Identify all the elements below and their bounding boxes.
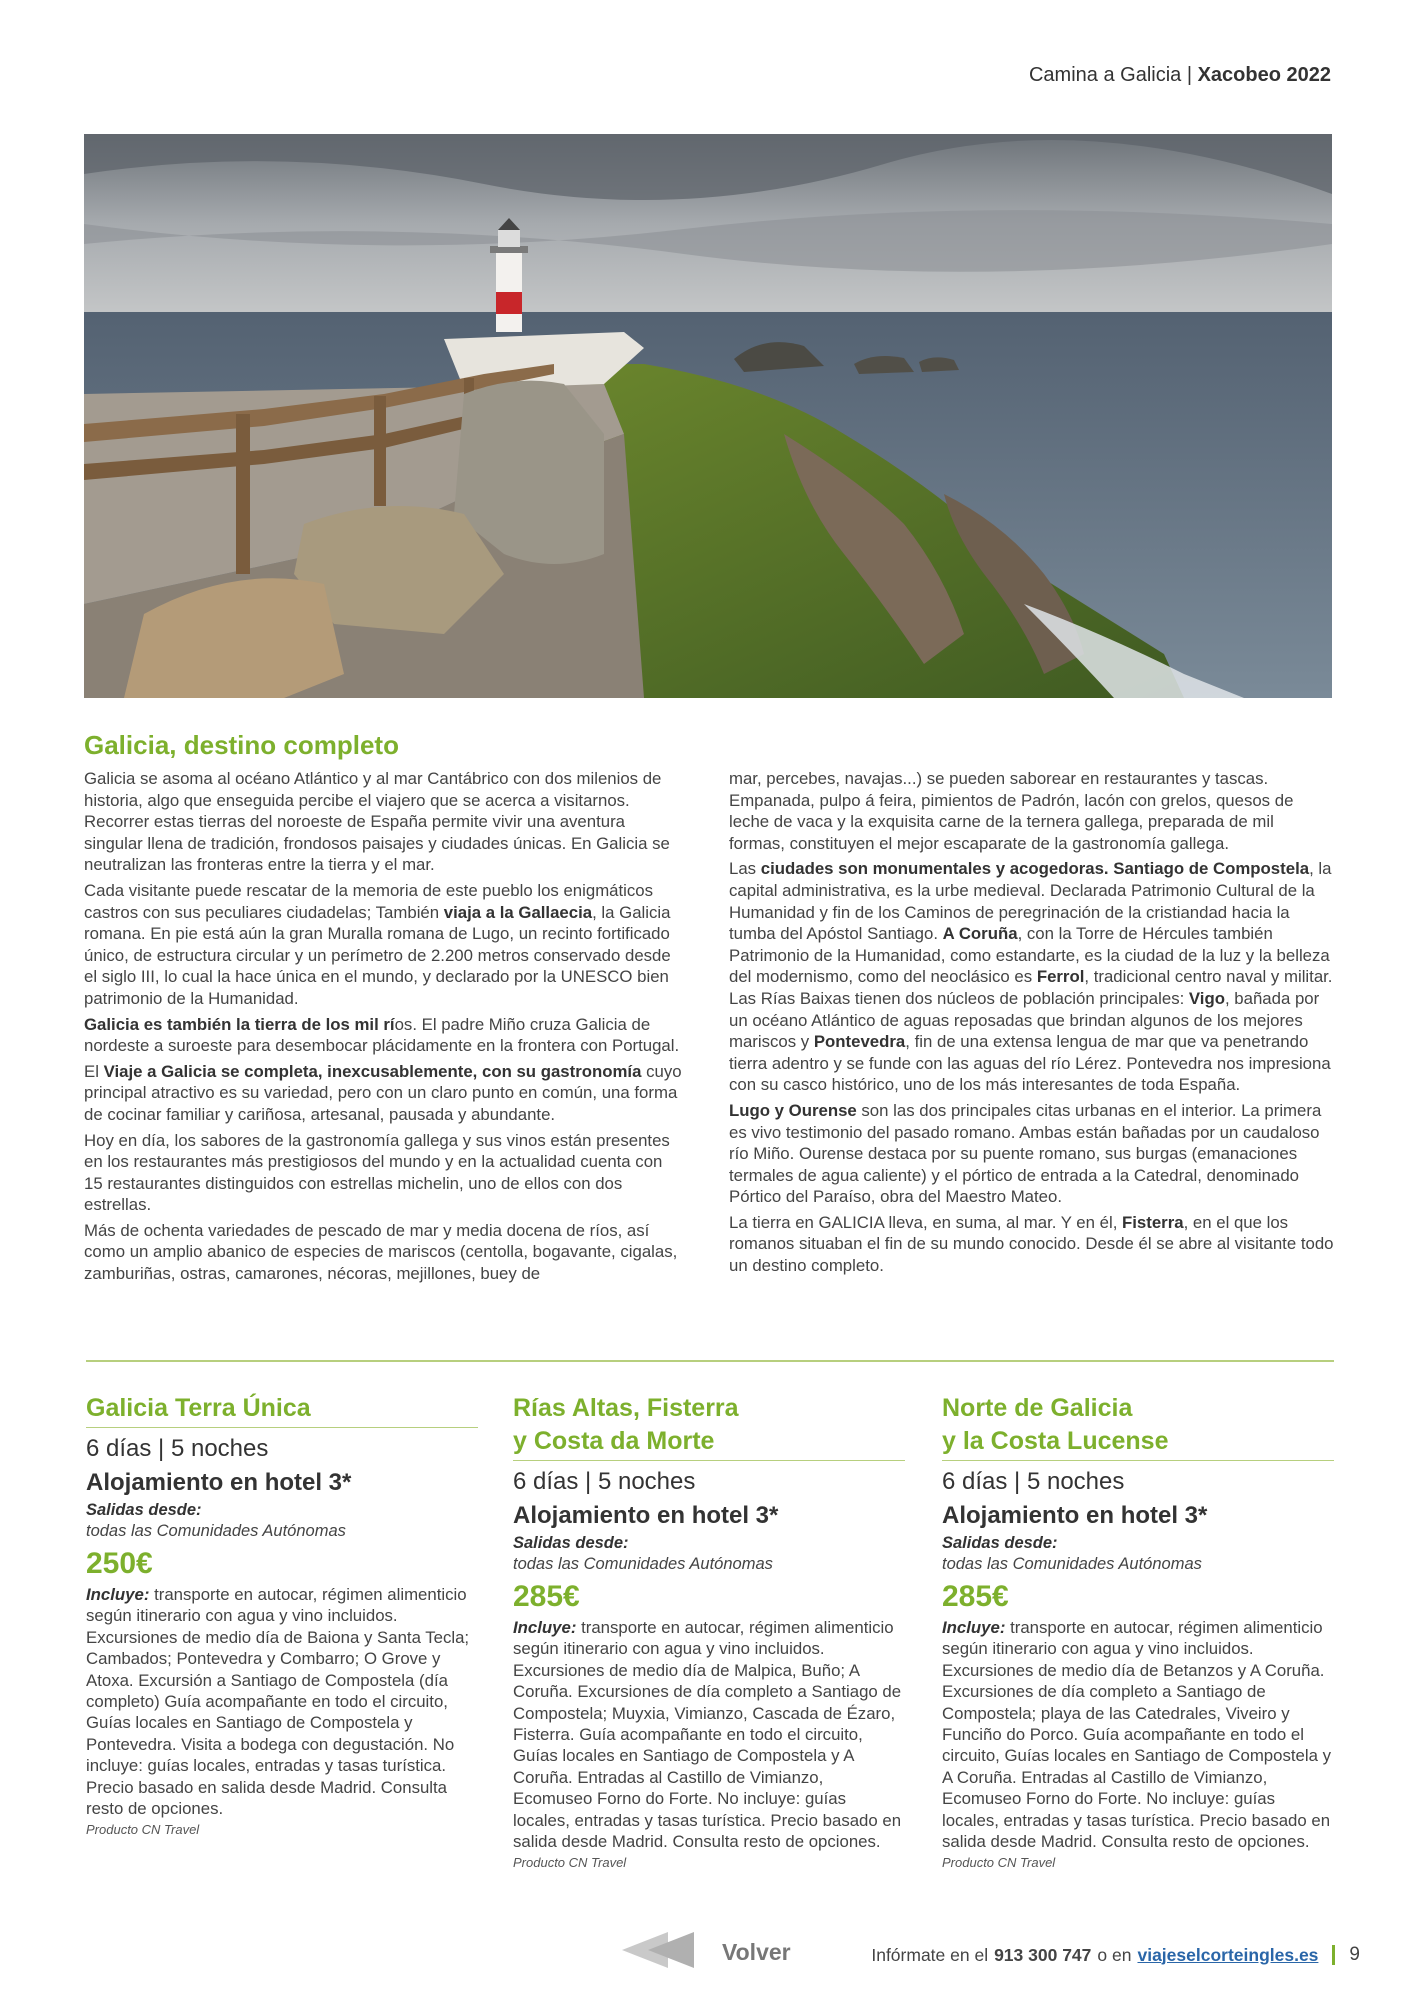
product-duration: 6 días | 5 noches (86, 1435, 269, 1462)
highlight-text: viaja a la Gallaecia (443, 902, 593, 922)
body-paragraph (84, 1130, 684, 1216)
text-column-left (84, 768, 684, 1289)
paragraph-text: Galicia se asoma al océano Atlántico y al mar Cantábrico con dos milenios de historia, algo que enseguida percibe el viajero que se acerca a visitarnos. Recorrer estas tierras del noroeste de España permite vivir una aventura singular llena de tradición, frondosos paisajes y ciudades únicas. En Galicia se neutralizan las fronteras entre la tierra y el mar. (84, 769, 670, 875)
footer-info-prefix: Infórmate en el (871, 1944, 989, 1965)
paragraph-text: Más de ochenta variedades de pescado de mar y media docena de ríos, así como un amplio abanico de especies de mariscos (centolla, bogavante, cigalas, zamburiñas, ostras, camarones, nécoras, mejillones, buey de (84, 1220, 678, 1284)
paragraph-text: La tierra en GALICIA lleva, en suma, al mar. Y en él, (729, 1212, 1123, 1232)
paragraph-text: , en el que los romanos situaban el fin de su mundo conocido. Desde él se abre al visitante todo un destino completo. (729, 1212, 1334, 1276)
product-card (942, 1392, 1334, 1872)
incluye-label: Incluye: (513, 1618, 577, 1637)
hero-image-lighthouse (84, 134, 1332, 698)
salidas-label: Salidas desde: (86, 1501, 202, 1519)
paragraph-text: cuyo principal atractivo es su variedad, pero con un claro punto en común, una forma de cocinar familiar y cariñosa, artesanal, pausada y abundante. (84, 1061, 682, 1124)
product-title-line: y Costa da Morte (513, 1427, 715, 1455)
body-paragraph (729, 1212, 1334, 1277)
paragraph-text: , la capital administrativa, es la urbe medieval. Declarada Patrimonio Cultural de la Humanidad y fin de los Caminos de peregrinación de la cristiandad hacia la tumba del Apóstol Santiago. (729, 859, 1332, 944)
footer-phone[interactable]: 913 300 747 (994, 1944, 1092, 1965)
section-divider (86, 1360, 1334, 1362)
product-provider-note: Producto CN Travel (86, 1822, 200, 1838)
highlight-text: Lugo y Ourense (729, 1100, 857, 1120)
paragraph-text: , bañada por un océano Atlántico de aguas reposadas que brindan algunos de los mejores mariscos y (729, 988, 1320, 1052)
footer-website-link[interactable]: viajeselcorteingles.es (1137, 1944, 1319, 1965)
footer-info-mid: o en (1097, 1944, 1132, 1965)
highlight-text: Ferrol (1036, 967, 1085, 987)
double-chevron-left-icon (622, 1930, 714, 1975)
product-title (942, 1392, 1334, 1461)
section-title: Galicia, destino completo (84, 730, 399, 760)
product-card (513, 1392, 905, 1872)
product-title-line: y la Costa Lucense (942, 1427, 1169, 1455)
salidas-value: todas las Comunidades Autónomas (513, 1555, 773, 1573)
paragraph-text: , la Galicia romana. En pie está aún la gran Muralla romana de Lugo, un recinto fortificado único, de estructura circular y un perímetro de 2.200 metros conservado desde el siglo III, lo cual la hace única en el mundo, y declarado por la UNESCO bien patrimonio de la Humanidad. (84, 902, 671, 1008)
product-provider-note: Producto CN Travel (513, 1855, 627, 1871)
product-price: 285€ (513, 1580, 580, 1613)
page-number: 9 (1349, 1944, 1360, 1965)
incluye-label: Incluye: (942, 1618, 1006, 1637)
product-provider-note: Producto CN Travel (942, 1855, 1056, 1871)
back-link[interactable] (622, 1930, 791, 1975)
highlight-text: Galicia es también la tierra de los mil rí (84, 1014, 395, 1034)
product-duration: 6 días | 5 noches (942, 1468, 1125, 1495)
product-duration: 6 días | 5 noches (513, 1468, 696, 1495)
incluye-text: transporte en autocar, régimen alimenticio según itinerario con agua y vino incluidos. Excursiones de medio día de Betanzos y A Coruña. Excursiones de día completo a Santiago de Compostela; playa de las Catedrales, Viveiro y Funciño do Porco. Guía acompañante en todo el circuito, Guías locales en Santiago de Compostela y A Coruña. Entradas al Castillo de Vimianzo, Ecomuseo Forno do Forte. No incluye: guías locales, entradas y tasas turística. Precio basado en salida desde Madrid. Consulta resto de opciones. (942, 1618, 1331, 1852)
product-title (86, 1392, 478, 1428)
body-paragraph (729, 1100, 1334, 1208)
footer-info (871, 1944, 1360, 1966)
product-hotel: Alojamiento en hotel 3* (942, 1502, 1208, 1529)
paragraph-text: Las (729, 859, 761, 879)
body-paragraph (84, 880, 684, 1010)
product-description (942, 1617, 1334, 1852)
body-paragraph (84, 768, 684, 876)
highlight-text: Viaje a Galicia se completa, inexcusablemente, con su gastronomía (103, 1061, 642, 1081)
salidas-value: todas las Comunidades Autónomas (942, 1555, 1202, 1573)
salidas-label: Salidas desde: (513, 1534, 629, 1552)
paragraph-text: mar, percebes, navajas...) se pueden saborear en restaurantes y tascas. Empanada, pulpo á feira, pimientos de Padrón, lacón con grelos, quesos de leche de vaca y la exquisita carne de la ternera gallega, preparada de mil formas, constituyen el mejor escaparate de la gastronomía gallega. (729, 769, 1294, 853)
paragraph-text: El (84, 1061, 104, 1081)
product-price: 285€ (942, 1580, 1009, 1613)
product-title-line: Galicia Terra Única (86, 1394, 311, 1422)
product-title (513, 1392, 905, 1461)
incluye-label: Incluye: (86, 1585, 150, 1604)
paragraph-text: , fin de una extensa lengua de mar que va penetrando tierra adentro y se funde con las aguas del río Lérez. Pontevedra nos impresiona con su casco histórico, uno de los más interesantes de toda España. (729, 1032, 1331, 1095)
paragraph-text: os. El padre Miño cruza Galicia de nordeste a suroeste para desembocar plácidamente en la frontera con Portugal. (84, 1014, 680, 1056)
highlight-text: ciudades son monumentales y acogedoras. Santiago de Compostela (760, 859, 1310, 879)
product-hotel: Alojamiento en hotel 3* (513, 1502, 779, 1529)
paragraph-text: Cada visitante puede rescatar de la memoria de este pueblo los enigmáticos castros con sus peculiares ciudadelas; También (84, 880, 654, 922)
footer-separator (1332, 1945, 1335, 1965)
salidas-label: Salidas desde: (942, 1534, 1058, 1552)
product-hotel: Alojamiento en hotel 3* (86, 1469, 352, 1496)
product-card (86, 1392, 478, 1839)
paragraph-text: , con la Torre de Hércules también Patrimonio de la Humanidad, como estandarte, es la ciudad de la luz y la belleza del modernismo, como del neoclásico es (729, 924, 1330, 987)
paragraph-text: , tradicional centro naval y militar. Las Rías Baixas tienen dos núcleos de población principales: (729, 967, 1333, 1008)
back-label: Volver (722, 1939, 791, 1965)
highlight-text: A Coruña (942, 924, 1018, 944)
product-title-line: Norte de Galicia (942, 1394, 1133, 1422)
product-description (513, 1617, 905, 1852)
body-paragraph (84, 1061, 684, 1126)
product-description (86, 1584, 478, 1819)
page-header (1029, 64, 1331, 87)
body-paragraph (84, 1014, 684, 1057)
salidas-value: todas las Comunidades Autónomas (86, 1522, 346, 1540)
incluye-text: transporte en autocar, régimen alimenticio según itinerario con agua y vino incluidos. Excursiones de medio día de Malpica, Buño; A Coruña. Excursiones de día completo a Santiago de Compostela; Muyxia, Vimianzo, Cascada de Ézaro, Fisterra. Guía acompañante en todo el circuito, Guías locales en Santiago de Compostela y A Coruña. Entradas al Castillo de Vimianzo, Ecomuseo Forno do Forte. No incluye: guías locales, entradas y tasas turística. Precio basado en salida desde Madrid. Consulta resto de opciones. (513, 1618, 902, 1852)
product-title-line: Rías Altas, Fisterra (513, 1394, 739, 1422)
header-bold: Xacobeo 2022 (1197, 64, 1331, 86)
paragraph-text: Hoy en día, los sabores de la gastronomía gallega y sus vinos están presentes en los restaurantes más prestigiosos del mundo y en la actualidad cuenta con 15 restaurantes distinguidos con estrellas michelin, uno de ellos con dos estrellas. (84, 1130, 670, 1215)
product-price: 250€ (86, 1547, 153, 1580)
paragraph-text: son las dos principales citas urbanas en el interior. La primera es vivo testimonio del pasado romano. Ambas están bañadas por un caudaloso río Miño. Ourense destaca por su puente romano, sus burgas (emanaciones termales de agua caliente) y el pórtico de entrada a la Catedral, denominado Pórtico del Paraíso, obra del Maestro Mateo. (729, 1100, 1322, 1207)
body-paragraph (84, 1220, 684, 1285)
highlight-text: Fisterra (1122, 1212, 1184, 1232)
header-prefix: Camina a Galicia | (1028, 64, 1198, 86)
incluye-text: transporte en autocar, régimen alimenticio según itinerario con agua y vino incluidos. Excursiones de medio día de Baiona y Santa Tecla; Cambados; Pontevedra y Combarro; O Grove y Atoxa. Excursión a Santiago de Compostela (día completo) Guía acompañante en todo el circuito, Guías locales en Santiago de Compostela y Pontevedra. Visita a bodega con degustación. No incluye: guías locales, entradas y tasas turística. Precio basado en salida desde Madrid. Consulta resto de opciones. (86, 1585, 470, 1819)
body-paragraph (729, 768, 1334, 854)
text-column-right (729, 768, 1334, 1281)
body-paragraph (729, 858, 1334, 1096)
highlight-text: Pontevedra (813, 1032, 906, 1052)
highlight-text: Vigo (1188, 988, 1225, 1008)
